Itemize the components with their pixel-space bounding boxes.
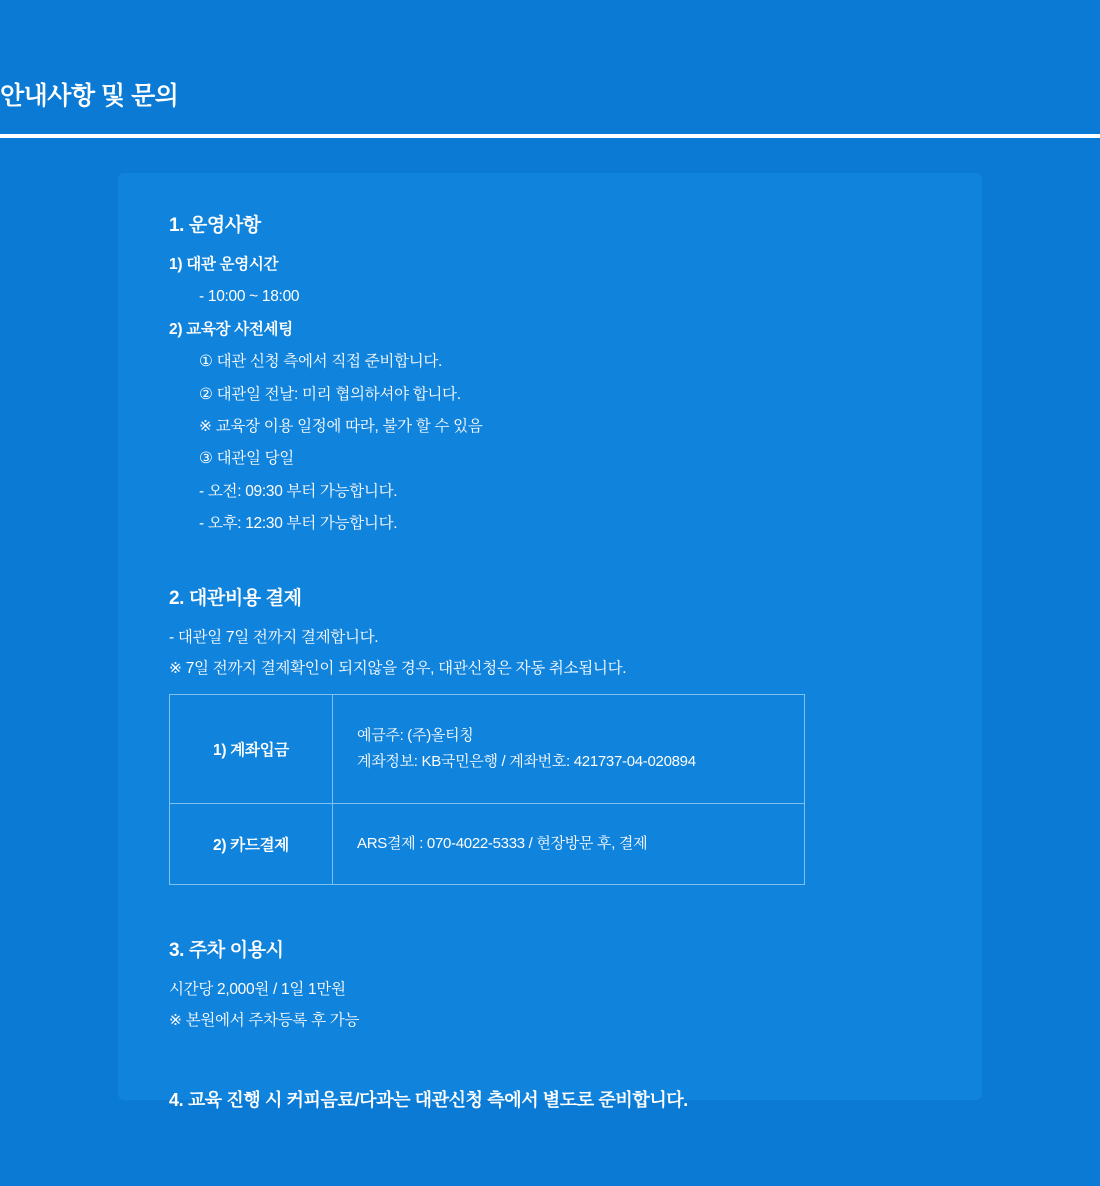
section-3-line-1: 시간당 2,000원 / 1일 1만원 xyxy=(169,981,346,999)
section-2-note-2: ※ 7일 전까지 결제확인이 되지않을 경우, 대관신청은 자동 취소됩니다. xyxy=(169,659,627,677)
card-payment-info: ARS결제 : 070-4022-5333 / 현장방문 후, 결제 xyxy=(357,835,648,852)
payment-method-value-2 xyxy=(333,804,805,885)
section-4-title: 4. 교육 진행 시 커피음료/다과는 대관신청 측에서 별도로 준비합니다. xyxy=(169,1089,688,1110)
section-1-title: 1. 운영사항 xyxy=(169,215,261,236)
payment-table xyxy=(169,694,805,885)
section-1-item-1: 1) 대관 운영시간 xyxy=(169,256,279,273)
section-1-item-9: - 오후: 12:30 부터 가능합니다. xyxy=(199,515,398,532)
account-info: 계좌정보: KB국민은행 / 계좌번호: 421737-04-020894 xyxy=(357,753,696,771)
info-card-content xyxy=(169,210,939,1112)
section-3-title: 3. 주차 이용시 xyxy=(169,940,284,962)
page-header xyxy=(0,0,1100,136)
section-1-item-3: 2) 교육장 사전세팅 xyxy=(169,320,293,338)
payment-method-label-2: 2) 카드결제 xyxy=(170,804,333,885)
section-1-item-6: ※ 교육장 이용 일정에 따라, 불가 할 수 있음 xyxy=(199,417,483,435)
section-1-item-2: - 10:00 ~ 18:00 xyxy=(199,288,300,306)
account-holder: 예금주: (주)올티칭 xyxy=(357,726,474,744)
payment-method-label-1: 1) 계좌입금 xyxy=(170,695,333,804)
page-title: 안내사항 및 문의 xyxy=(0,82,179,110)
section-2-title: 2. 대관비용 결제 xyxy=(169,588,302,610)
section-2-note-1: - 대관일 7일 전까지 결제합니다. xyxy=(169,629,379,647)
header-divider xyxy=(0,134,1100,138)
payment-method-value-1 xyxy=(333,695,805,804)
table-row xyxy=(170,804,805,885)
section-3-line-2: ※ 본원에서 주차등록 후 가능 xyxy=(169,1011,360,1029)
section-1-item-7: ③ 대관일 당일 xyxy=(199,450,294,468)
section-1-item-5: ② 대관일 전날: 미리 협의하셔야 합니다. xyxy=(199,385,461,403)
section-1-item-4: ① 대관 신청 측에서 직접 준비합니다. xyxy=(199,353,443,371)
section-1-item-8: - 오전: 09:30 부터 가능합니다. xyxy=(199,482,398,500)
table-row xyxy=(170,695,805,804)
info-card xyxy=(118,173,982,1110)
